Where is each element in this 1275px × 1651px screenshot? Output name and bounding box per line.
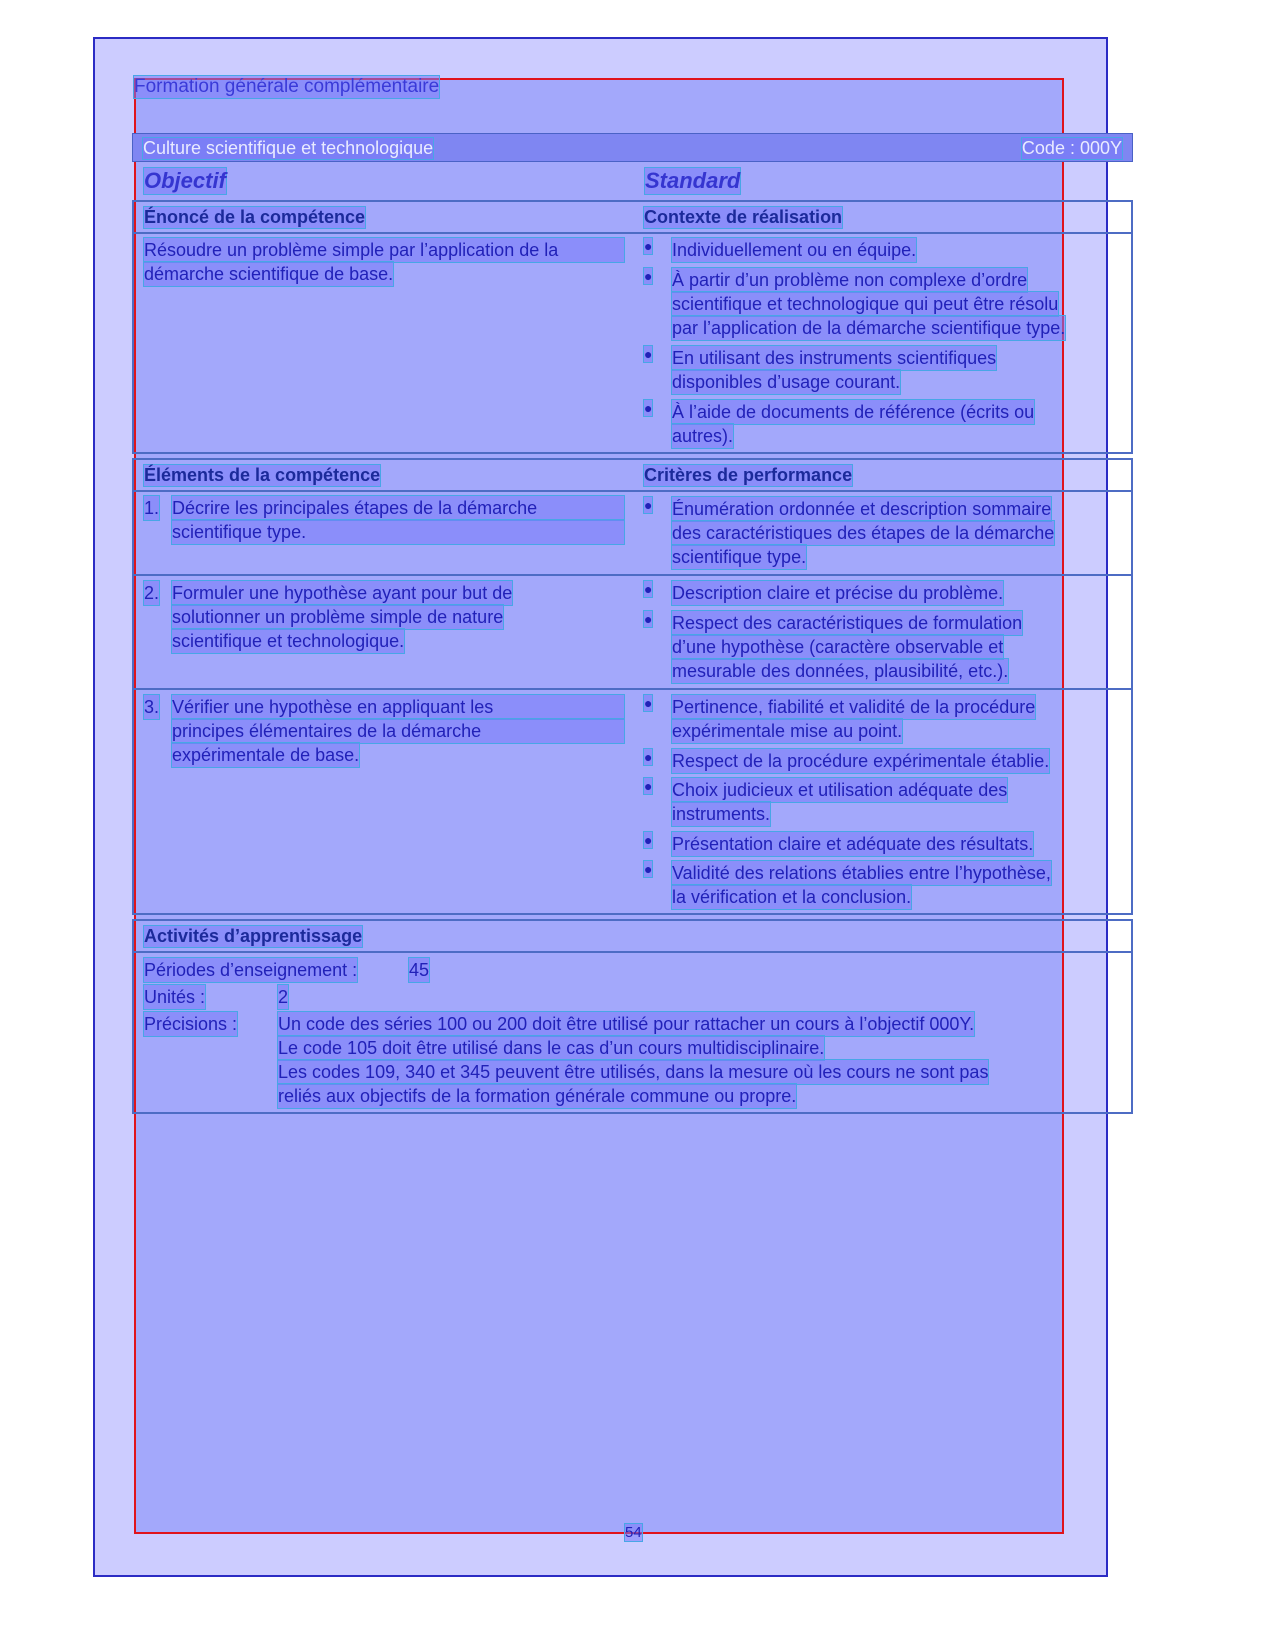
contexte-item: scientifique et technologique qui peut être résolu bbox=[672, 294, 1059, 314]
element-number: 2. bbox=[144, 583, 160, 603]
element-line: expérimentale de base. bbox=[172, 745, 360, 765]
table-divider bbox=[134, 951, 1131, 953]
critere-item: scientifique type. bbox=[672, 547, 807, 567]
precisions-line: Le code 105 doit être utilisé dans le cas d’un cours multidisciplinaire. bbox=[278, 1038, 825, 1058]
enonce-line: Résoudre un problème simple par l’application de la bbox=[144, 238, 624, 262]
competence-table bbox=[132, 200, 1133, 454]
activites-header: Activités d’apprentissage bbox=[144, 926, 363, 946]
precisions-label: Précisions : bbox=[144, 1014, 238, 1034]
critere-item: mesurable des données, plausibilité, etc.). bbox=[672, 661, 1009, 681]
critere-item: Énumération ordonnée et description sommaire bbox=[672, 499, 1052, 519]
bullet-icon: ● bbox=[644, 581, 653, 597]
contexte-item: autres). bbox=[672, 426, 734, 446]
contexte-item: À partir d’un problème non complexe d’ordre bbox=[672, 270, 1028, 290]
enonce-header: Énoncé de la compétence bbox=[144, 207, 366, 227]
section-title: Culture scientifique et technologique bbox=[143, 138, 434, 158]
table-divider bbox=[134, 490, 1131, 492]
bullet-icon: ● bbox=[644, 611, 653, 627]
critere-item: Pertinence, fiabilité et validité de la procédure bbox=[672, 697, 1036, 717]
table-divider bbox=[134, 688, 1131, 690]
standard-label: Standard bbox=[645, 168, 741, 193]
critere-item: d’une hypothèse (caractère observable et bbox=[672, 637, 1004, 657]
bullet-icon: ● bbox=[644, 695, 653, 711]
periodes-value: 45 bbox=[409, 960, 430, 980]
bullet-icon: ● bbox=[644, 497, 653, 513]
unites-value: 2 bbox=[278, 987, 289, 1007]
enonce-line: démarche scientifique de base. bbox=[144, 264, 394, 284]
element-number: 1. bbox=[144, 498, 160, 518]
critere-item: Validité des relations établies entre l’hypothèse, bbox=[672, 863, 1051, 883]
bullet-icon: ● bbox=[644, 749, 653, 765]
page-number: 54 bbox=[625, 1524, 642, 1541]
table-divider bbox=[134, 232, 1131, 234]
precisions-line: reliés aux objectifs de la formation générale commune ou propre. bbox=[278, 1086, 797, 1106]
element-line: Formuler une hypothèse ayant pour but de bbox=[172, 583, 513, 603]
bullet-icon: ● bbox=[644, 346, 653, 362]
critere-item: Description claire et précise du problème. bbox=[672, 583, 1004, 603]
precisions-line: Un code des séries 100 ou 200 doit être utilisé pour rattacher un cours à l’objectif 000Y. bbox=[278, 1014, 975, 1034]
contexte-item: Individuellement ou en équipe. bbox=[672, 240, 917, 260]
table-divider bbox=[134, 574, 1131, 576]
contexte-item: par l’application de la démarche scientifique type. bbox=[672, 318, 1066, 338]
unites-label: Unités : bbox=[144, 987, 206, 1007]
contexte-header: Contexte de réalisation bbox=[644, 207, 843, 227]
elements-header: Éléments de la compétence bbox=[144, 465, 381, 485]
element-number: 3. bbox=[144, 697, 160, 717]
criteres-header: Critères de performance bbox=[644, 465, 853, 485]
bullet-icon: ● bbox=[644, 778, 653, 794]
critere-item: instruments. bbox=[672, 804, 771, 824]
contexte-item: À l’aide de documents de référence (écrits ou bbox=[672, 402, 1035, 422]
contexte-item: disponibles d’usage courant. bbox=[672, 372, 901, 392]
critere-item: des caractéristiques des étapes de la démarche bbox=[672, 523, 1055, 543]
bullet-icon: ● bbox=[644, 832, 653, 848]
bullet-icon: ● bbox=[644, 861, 653, 877]
document-heading: Formation générale complémentaire bbox=[134, 76, 440, 97]
periodes-label: Périodes d’enseignement : bbox=[144, 960, 358, 980]
section-code: Code : 000Y bbox=[1021, 138, 1122, 158]
objectif-label: Objectif bbox=[144, 168, 226, 193]
bullet-icon: ● bbox=[644, 400, 653, 416]
precisions-line: Les codes 109, 340 et 345 peuvent être utilisés, dans la mesure où les cours ne sont pas bbox=[278, 1062, 989, 1082]
critere-item: Respect de la procédure expérimentale établie. bbox=[672, 751, 1050, 771]
critere-item: Choix judicieux et utilisation adéquate des bbox=[672, 780, 1008, 800]
bullet-icon: ● bbox=[644, 238, 653, 254]
bullet-icon: ● bbox=[644, 268, 653, 284]
elements-table bbox=[132, 458, 1133, 915]
element-line: scientifique et technologique. bbox=[172, 631, 405, 651]
element-line: Décrire les principales étapes de la démarche bbox=[172, 496, 624, 520]
critere-item: Respect des caractéristiques de formulation bbox=[672, 613, 1023, 633]
critere-item: expérimentale mise au point. bbox=[672, 721, 903, 741]
element-line: Vérifier une hypothèse en appliquant les bbox=[172, 695, 624, 719]
contexte-item: En utilisant des instruments scientifiques bbox=[672, 348, 997, 368]
section-bar bbox=[132, 133, 1133, 162]
critere-item: la vérification et la conclusion. bbox=[672, 887, 912, 907]
activites-table bbox=[132, 919, 1133, 1114]
element-line: solutionner un problème simple de nature bbox=[172, 607, 504, 627]
element-line: scientifique type. bbox=[172, 520, 624, 544]
element-line: principes élémentaires de la démarche bbox=[172, 719, 624, 743]
critere-item: Présentation claire et adéquate des résultats. bbox=[672, 834, 1034, 854]
